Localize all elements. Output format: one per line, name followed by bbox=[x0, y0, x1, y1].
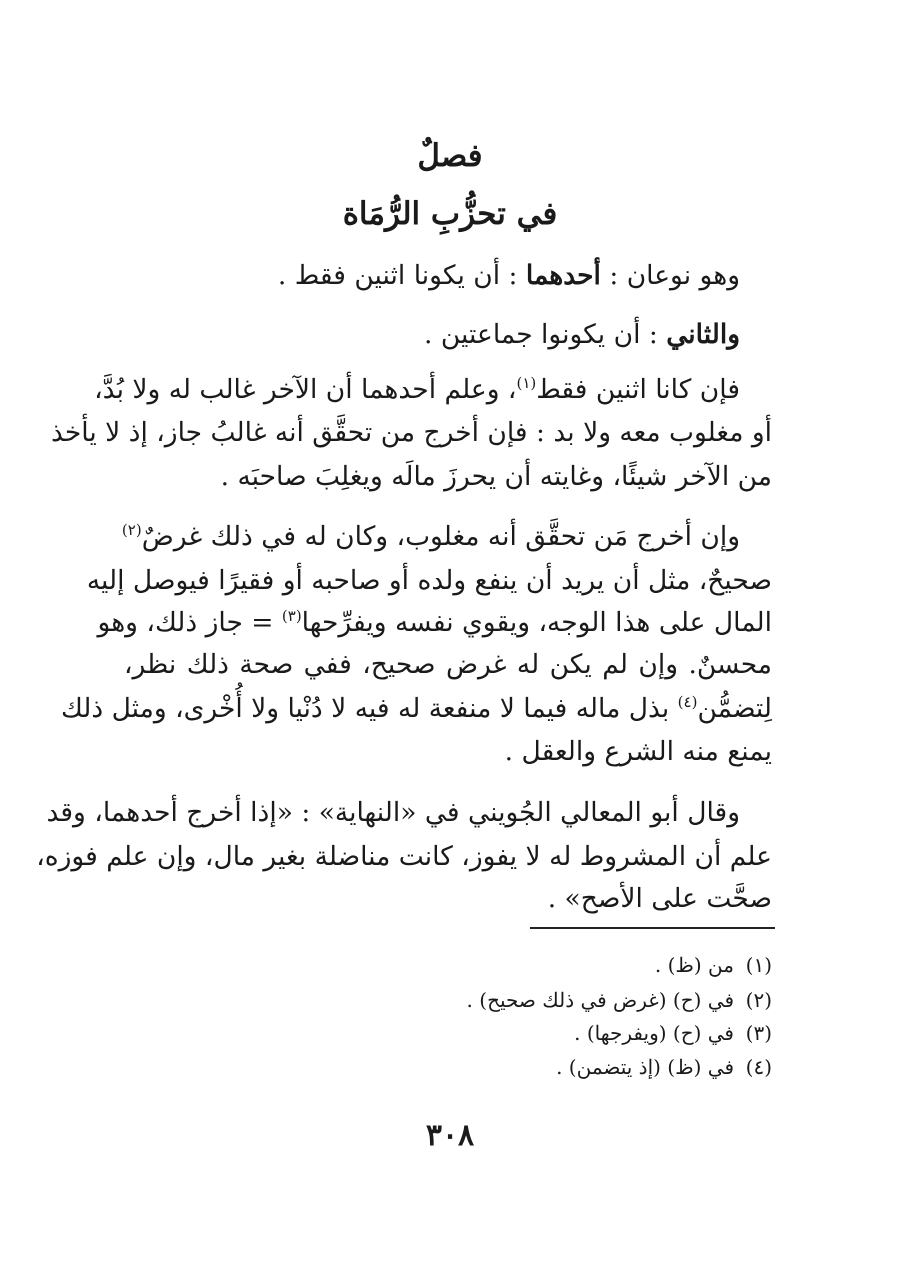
text-run: صحَّت على الأصح» . bbox=[547, 883, 772, 914]
text-run: علم أن المشروط له لا يفوز، كانت مناضلة بغير مال، وإن علم فوزه، bbox=[36, 841, 772, 872]
text-line bbox=[50, 413, 772, 453]
footnote-number: (٢) bbox=[745, 988, 772, 1012]
text-line bbox=[124, 879, 772, 919]
section-title: فصلٌ bbox=[417, 138, 483, 174]
text-run: يمنع منه الشرع والعقل . bbox=[504, 736, 772, 767]
footnote bbox=[272, 985, 772, 1015]
text-line bbox=[124, 256, 740, 296]
footnote bbox=[272, 1052, 772, 1082]
page-number: ٣٠٨ bbox=[425, 1118, 475, 1153]
footnote-text: في (ح) (غرض في ذلك صحيح) . bbox=[466, 988, 734, 1012]
text-line bbox=[94, 370, 740, 410]
text-run: = جاز ذلك، وهو bbox=[97, 607, 282, 638]
text-run: ، وعلم أحدهما أن الآخر غالب له ولا بُدَّ، bbox=[94, 374, 517, 405]
text-run: محسنٌ. وإن لم يكن له غرض صحيح، ففي صحة ذلك نظر، bbox=[124, 649, 772, 680]
footnote-text: في (ظ) (إذ يتضمن) . bbox=[556, 1055, 734, 1079]
text-line bbox=[124, 645, 772, 685]
footnote-marker: (١) bbox=[516, 374, 537, 393]
text-line bbox=[60, 689, 772, 729]
footnote-marker: (٢) bbox=[121, 521, 142, 540]
text-run: أحدهما bbox=[525, 260, 601, 291]
footnote-marker: (٣) bbox=[281, 607, 302, 626]
text-run: صحيحٌ، مثل أن يريد أن ينفع ولده أو صاحبه أو فقيرًا فيوصل إليه bbox=[86, 565, 772, 596]
section-subtitle: في تحزُّبِ الرُّمَاة bbox=[342, 196, 558, 232]
text-run: : أن يكونوا جماعتين . bbox=[424, 319, 667, 350]
footnote-text: من (ظ) . bbox=[654, 953, 734, 977]
footnote-marker: (٤) bbox=[677, 693, 698, 712]
text-line bbox=[124, 732, 772, 772]
footnote-number: (١) bbox=[745, 953, 772, 977]
text-run: والثاني bbox=[666, 319, 740, 350]
text-run: أو مغلوب معه ولا بد : فإن أخرج من تحقَّق أنه غالبُ جاز، إذ لا يأخذ bbox=[50, 417, 772, 448]
text-run: وهو نوعان : bbox=[600, 260, 740, 291]
text-run: فإن كانا اثنين فقط bbox=[536, 374, 740, 405]
text-line bbox=[124, 315, 740, 355]
footnote bbox=[272, 1018, 772, 1048]
text-line bbox=[46, 793, 740, 833]
text-line bbox=[36, 837, 772, 877]
text-run: وقال أبو المعالي الجُويني في «النهاية» : «إذا أخرج أحدهما، وقد bbox=[46, 797, 740, 828]
text-run: المال على هذا الوجه، ويقوي نفسه ويفرِّحها bbox=[301, 607, 772, 638]
text-run: من الآخر شيئًا، وغايته أن يحرزَ مالَه ويغلِبَ صاحبَه . bbox=[220, 461, 772, 492]
footnote-number: (٤) bbox=[745, 1055, 772, 1079]
text-line bbox=[121, 517, 740, 557]
footnote-text: في (ح) (ويفرجها) . bbox=[574, 1021, 734, 1045]
text-run: لِتضمُّن bbox=[697, 693, 772, 724]
footnote bbox=[272, 950, 772, 980]
text-line bbox=[86, 561, 772, 601]
text-run: وإن أخرج مَن تحقَّق أنه مغلوب، وكان له في ذلك غرضٌ bbox=[141, 521, 740, 552]
footnote-divider bbox=[530, 927, 775, 929]
text-line bbox=[124, 457, 772, 497]
footnote-number: (٣) bbox=[745, 1021, 772, 1045]
text-line bbox=[97, 603, 772, 643]
text-run: بذل ماله فيما لا منفعة له فيه لا دُنْيا ولا أُخْرى، ومثل ذلك bbox=[60, 693, 678, 724]
text-run: : أن يكونا اثنين فقط . bbox=[277, 260, 526, 291]
